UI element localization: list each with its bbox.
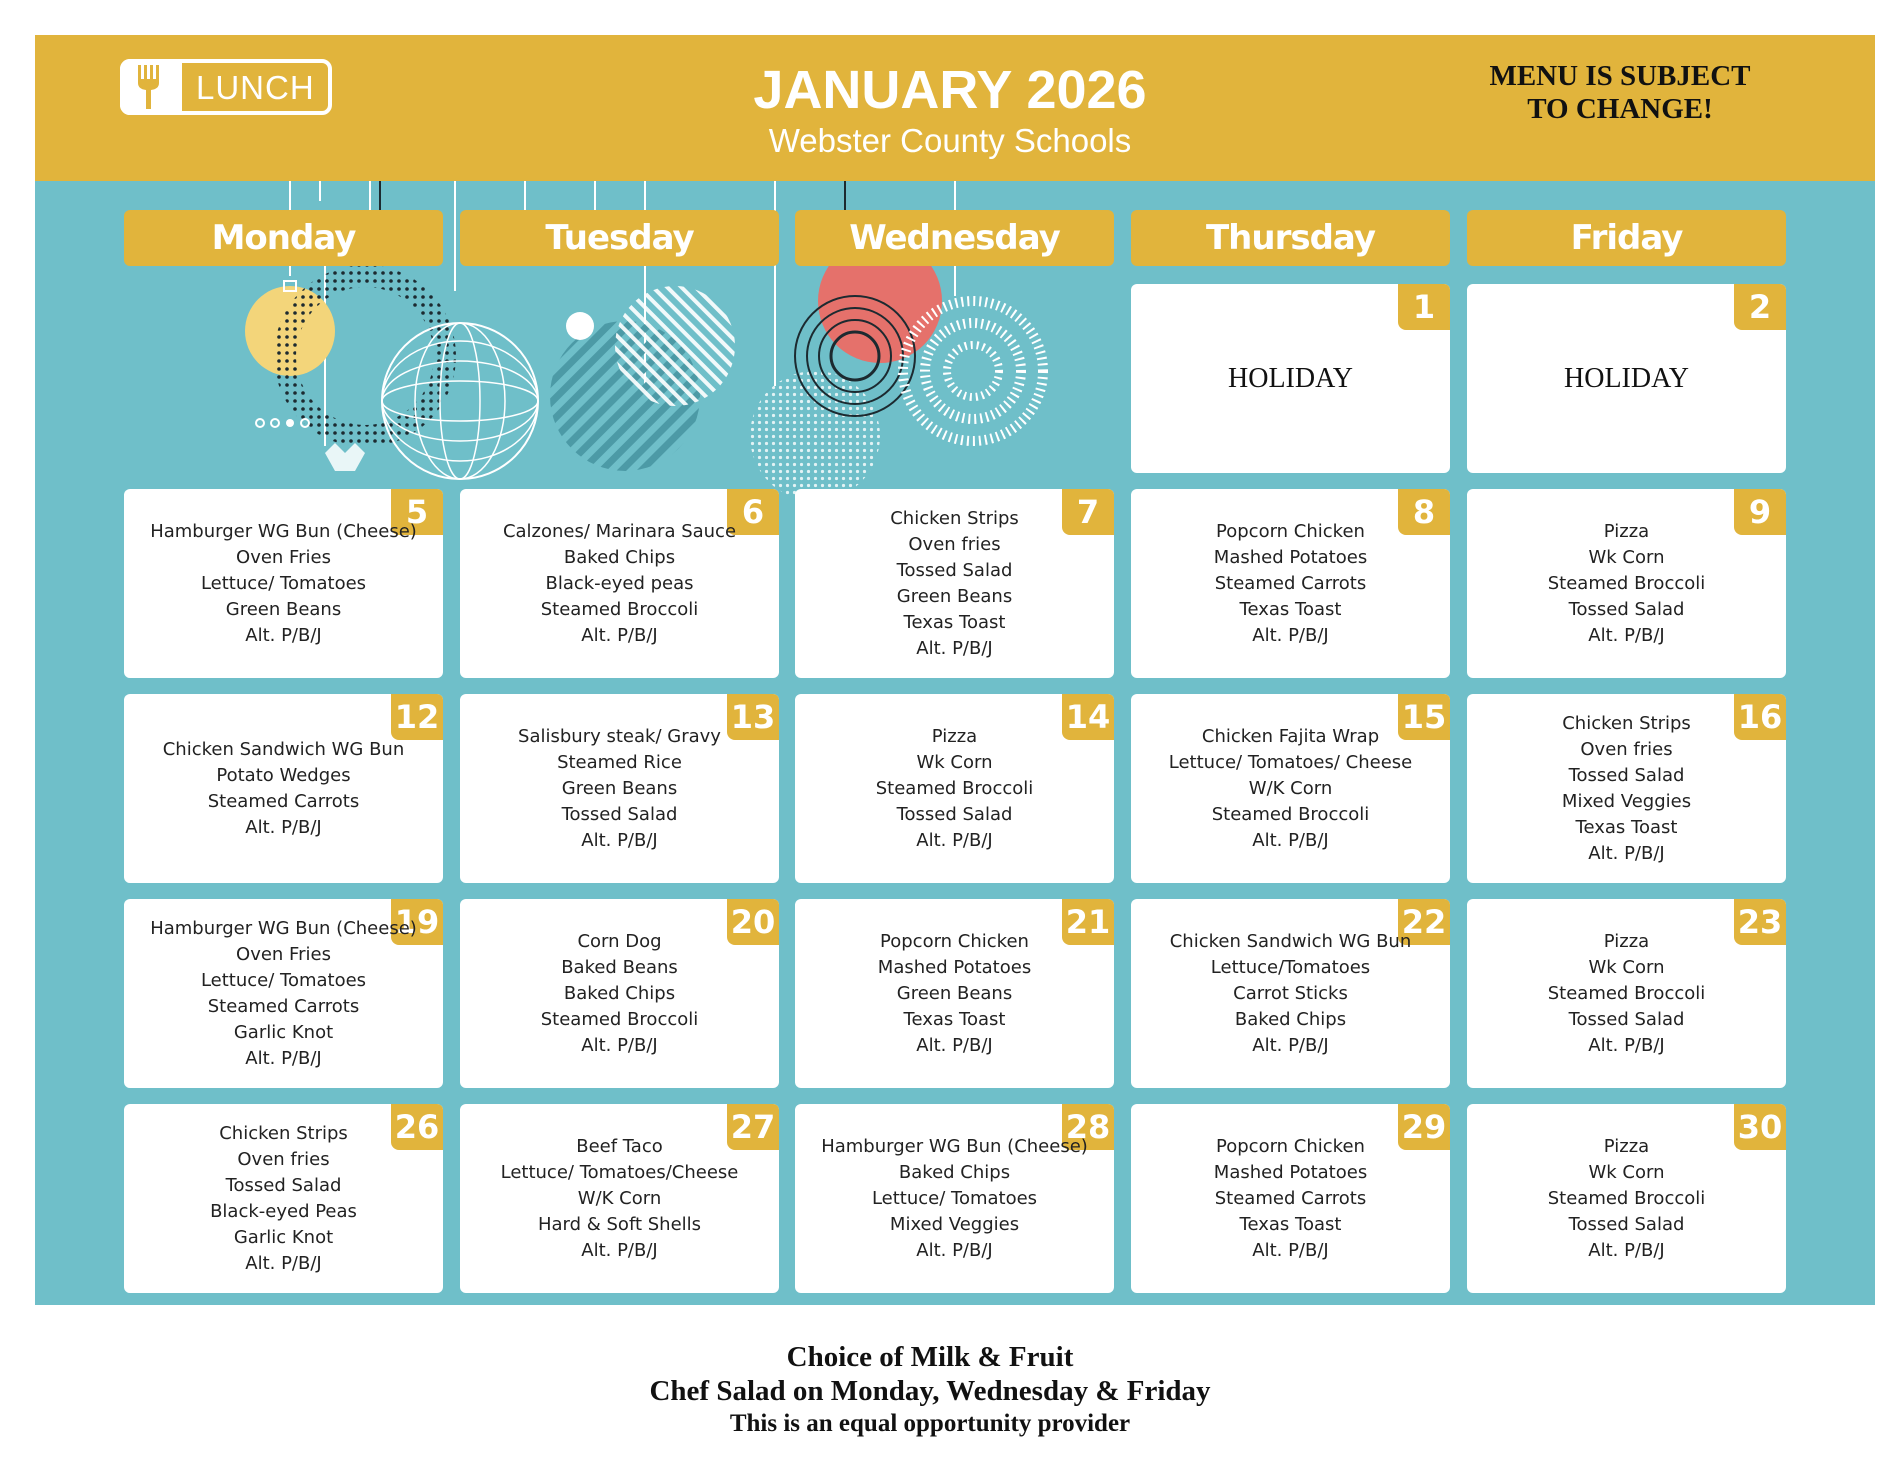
menu-item: Baked Chips [1234, 1008, 1347, 1030]
date-number: 29 [1398, 1104, 1450, 1150]
menu-item: Wk Corn [1588, 1161, 1665, 1183]
menu-item: Pizza [1603, 930, 1650, 952]
day-cell-1 [1131, 284, 1450, 473]
menu-item: Alt. P/B/J [581, 1034, 658, 1056]
menu-item: Mixed Veggies [889, 1213, 1020, 1235]
day-cell-21 [795, 899, 1114, 1088]
menu-item: Corn Dog [577, 930, 662, 952]
menu-item: Green Beans [896, 585, 1013, 607]
notice-line: TO CHANGE! [1527, 93, 1713, 125]
day-cell-7 [795, 489, 1114, 678]
menu-items [132, 1104, 435, 1293]
menu-item: Steamed Carrots [207, 790, 360, 812]
day-header-tuesday: Tuesday [460, 210, 779, 266]
menu-item: Alt. P/B/J [916, 637, 993, 659]
menu-item: Black-eyed peas [545, 572, 694, 594]
day-header-monday: Monday [124, 210, 443, 266]
lunch-logo [120, 59, 332, 115]
menu-item: Beef Taco [576, 1135, 663, 1157]
menu-item: W/K Corn [1248, 777, 1333, 799]
day-cell-6 [460, 489, 779, 678]
date-number: 14 [1062, 694, 1114, 740]
menu-item: Alt. P/B/J [245, 1047, 322, 1069]
menu-items [1139, 899, 1442, 1088]
day-cell-8 [1131, 489, 1450, 678]
date-number: 30 [1734, 1104, 1786, 1150]
footer-line: Choice of Milk & Fruit [786, 1341, 1074, 1373]
menu-item: Oven Fries [236, 546, 331, 568]
menu-item: Tossed Salad [896, 803, 1013, 825]
menu-items [1475, 489, 1778, 678]
menu-items [132, 899, 435, 1088]
date-number: 5 [391, 489, 443, 535]
menu-item: Tossed Salad [561, 803, 678, 825]
menu-item: Tossed Salad [1568, 1213, 1685, 1235]
menu-item: Texas Toast [1239, 598, 1342, 620]
menu-item: Alt. P/B/J [1252, 829, 1329, 851]
menu-items [1139, 1104, 1442, 1293]
holiday-label: HOLIDAY [1228, 362, 1353, 394]
menu-item: Chicken Fajita Wrap [1201, 725, 1380, 747]
menu-item: Lettuce/ Tomatoes/Cheese [500, 1161, 739, 1183]
menu-items [468, 1104, 771, 1293]
date-number: 13 [727, 694, 779, 740]
menu-item: Alt. P/B/J [1252, 624, 1329, 646]
menu-item: Garlic Knot [233, 1021, 334, 1043]
day-cell-29 [1131, 1104, 1450, 1293]
menu-items [132, 489, 435, 678]
menu-item: Steamed Broccoli [540, 598, 699, 620]
footer-notes [35, 1340, 1825, 1440]
day-cell-26 [124, 1104, 443, 1293]
day-cell-23 [1467, 899, 1786, 1088]
menu-item: Chicken Sandwich WG Bun [1169, 930, 1412, 952]
menu-item: Tossed Salad [1568, 598, 1685, 620]
menu-item: Texas Toast [1575, 816, 1678, 838]
date-number: 9 [1734, 489, 1786, 535]
notice-line: MENU IS SUBJECT [1489, 60, 1751, 92]
menu-items [1475, 899, 1778, 1088]
menu-item: Tossed Salad [1568, 764, 1685, 786]
date-number: 1 [1398, 284, 1450, 330]
menu-item: Lettuce/ Tomatoes/ Cheese [1168, 751, 1413, 773]
menu-item: Popcorn Chicken [1216, 520, 1365, 542]
menu-items [468, 694, 771, 883]
menu-item: Steamed Carrots [1214, 1187, 1367, 1209]
date-number: 28 [1062, 1104, 1114, 1150]
menu-item: Mixed Veggies [1561, 790, 1692, 812]
menu-items [803, 489, 1106, 678]
menu-item: Mashed Potatoes [1213, 1161, 1368, 1183]
menu-item: Alt. P/B/J [1588, 842, 1665, 864]
menu-item: Baked Chips [563, 546, 676, 568]
day-cell-15 [1131, 694, 1450, 883]
day-cell-12 [124, 694, 443, 883]
day-header-wednesday: Wednesday [795, 210, 1114, 266]
menu-item: Popcorn Chicken [880, 930, 1029, 952]
menu-item: Lettuce/Tomatoes [1210, 956, 1371, 978]
date-number: 15 [1398, 694, 1450, 740]
menu-item: Lettuce/ Tomatoes [200, 572, 367, 594]
menu-item: Alt. P/B/J [581, 829, 658, 851]
menu-item: Steamed Broccoli [875, 777, 1034, 799]
menu-item: Texas Toast [903, 1008, 1006, 1030]
menu-item: Alt. P/B/J [245, 1252, 322, 1274]
menu-item: Baked Chips [563, 982, 676, 1004]
menu-item: Oven fries [908, 533, 1001, 555]
menu-item: Lettuce/ Tomatoes [200, 969, 367, 991]
menu-item: Popcorn Chicken [1216, 1135, 1365, 1157]
menu-item: Alt. P/B/J [245, 624, 322, 646]
day-cell-27 [460, 1104, 779, 1293]
menu-items [132, 694, 435, 883]
date-number: 16 [1734, 694, 1786, 740]
menu-item: Alt. P/B/J [1588, 1034, 1665, 1056]
menu-item: Steamed Broccoli [1547, 572, 1706, 594]
menu-item: Alt. P/B/J [1588, 1239, 1665, 1261]
menu-item: Alt. P/B/J [245, 816, 322, 838]
menu-item: Mashed Potatoes [1213, 546, 1368, 568]
menu-item: Alt. P/B/J [1252, 1034, 1329, 1056]
menu-item: W/K Corn [577, 1187, 662, 1209]
menu-item: Black-eyed Peas [210, 1200, 357, 1222]
menu-item: Steamed Carrots [207, 995, 360, 1017]
menu-item: Lettuce/ Tomatoes [871, 1187, 1038, 1209]
menu-items [1139, 489, 1442, 678]
menu-item: Alt. P/B/J [916, 1239, 993, 1261]
menu-item: Green Beans [225, 598, 342, 620]
date-number: 26 [391, 1104, 443, 1150]
day-cell-22 [1131, 899, 1450, 1088]
footer-line: This is an equal opportunity provider [729, 1410, 1131, 1437]
date-number: 22 [1398, 899, 1450, 945]
day-cell-20 [460, 899, 779, 1088]
menu-item: Alt. P/B/J [1252, 1239, 1329, 1261]
day-cell-30 [1467, 1104, 1786, 1293]
day-header-thursday: Thursday [1131, 210, 1450, 266]
menu-items [1139, 694, 1442, 883]
menu-item: Calzones/ Marinara Sauce [502, 520, 737, 542]
day-cell-13 [460, 694, 779, 883]
menu-item: Hamburger WG Bun (Cheese) [150, 917, 417, 939]
menu-item: Mashed Potatoes [877, 956, 1032, 978]
menu-item: Alt. P/B/J [1588, 624, 1665, 646]
menu-items [468, 899, 771, 1088]
menu-item: Baked Beans [561, 956, 678, 978]
menu-item: Alt. P/B/J [581, 624, 658, 646]
menu-item: Alt. P/B/J [916, 1034, 993, 1056]
menu-item: Chicken Sandwich WG Bun [162, 738, 405, 760]
menu-item: Alt. P/B/J [916, 829, 993, 851]
menu-item: Hard & Soft Shells [537, 1213, 702, 1235]
day-cell-9 [1467, 489, 1786, 678]
date-number: 23 [1734, 899, 1786, 945]
change-notice [1460, 60, 1780, 126]
menu-item: Oven fries [237, 1148, 330, 1170]
menu-item: Hamburger WG Bun (Cheese) [821, 1135, 1088, 1157]
menu-item: Steamed Broccoli [1211, 803, 1370, 825]
day-cell-14 [795, 694, 1114, 883]
date-number: 20 [727, 899, 779, 945]
menu-item: Tossed Salad [1568, 1008, 1685, 1030]
menu-item: Chicken Strips [219, 1122, 348, 1144]
fork-icon [120, 59, 182, 115]
menu-item: Pizza [931, 725, 978, 747]
menu-item: Chicken Strips [1562, 712, 1691, 734]
day-cell-16 [1467, 694, 1786, 883]
menu-items [1475, 694, 1778, 883]
date-number: 27 [727, 1104, 779, 1150]
date-number: 21 [1062, 899, 1114, 945]
menu-item: Wk Corn [916, 751, 993, 773]
date-number: 8 [1398, 489, 1450, 535]
menu-item: Tossed Salad [896, 559, 1013, 581]
menu-item: Chicken Strips [890, 507, 1019, 529]
date-number: 12 [391, 694, 443, 740]
menu-item: Texas Toast [1239, 1213, 1342, 1235]
menu-item: Wk Corn [1588, 956, 1665, 978]
menu-item: Wk Corn [1588, 546, 1665, 568]
menu-item: Pizza [1603, 520, 1650, 542]
menu-items [1475, 1104, 1778, 1293]
menu-item: Garlic Knot [233, 1226, 334, 1248]
menu-item: Oven Fries [236, 943, 331, 965]
menu-item: Green Beans [896, 982, 1013, 1004]
menu-item: Carrot Sticks [1233, 982, 1348, 1004]
menu-item: Hamburger WG Bun (Cheese) [150, 520, 417, 542]
menu-items [468, 489, 771, 678]
date-number: 19 [391, 899, 443, 945]
menu-items [803, 1104, 1106, 1293]
menu-items [803, 694, 1106, 883]
menu-item: Tossed Salad [225, 1174, 342, 1196]
school-name: Webster County Schools [768, 122, 1132, 159]
menu-item: Steamed Carrots [1214, 572, 1367, 594]
menu-item: Salisbury steak/ Gravy [518, 725, 721, 747]
menu-item: Steamed Rice [557, 751, 682, 773]
menu-item: Steamed Broccoli [1547, 982, 1706, 1004]
holiday-label: HOLIDAY [1564, 362, 1689, 394]
date-number: 6 [727, 489, 779, 535]
day-header-friday: Friday [1467, 210, 1786, 266]
menu-item: Oven fries [1580, 738, 1673, 760]
menu-item: Alt. P/B/J [581, 1239, 658, 1261]
logo-label: LUNCH [196, 69, 315, 106]
menu-item: Potato Wedges [216, 764, 351, 786]
menu-item: Green Beans [561, 777, 678, 799]
day-cell-19 [124, 899, 443, 1088]
date-number: 2 [1734, 284, 1786, 330]
footer-line: Chef Salad on Monday, Wednesday & Friday [649, 1375, 1211, 1407]
date-number: 7 [1062, 489, 1114, 535]
day-cell-2 [1467, 284, 1786, 473]
page-title: JANUARY 2026 [753, 60, 1147, 120]
menu-items [803, 899, 1106, 1088]
menu-item: Texas Toast [903, 611, 1006, 633]
day-cell-28 [795, 1104, 1114, 1293]
menu-item: Steamed Broccoli [540, 1008, 699, 1030]
menu-item: Steamed Broccoli [1547, 1187, 1706, 1209]
menu-item: Baked Chips [898, 1161, 1011, 1183]
menu-item: Pizza [1603, 1135, 1650, 1157]
day-cell-5 [124, 489, 443, 678]
